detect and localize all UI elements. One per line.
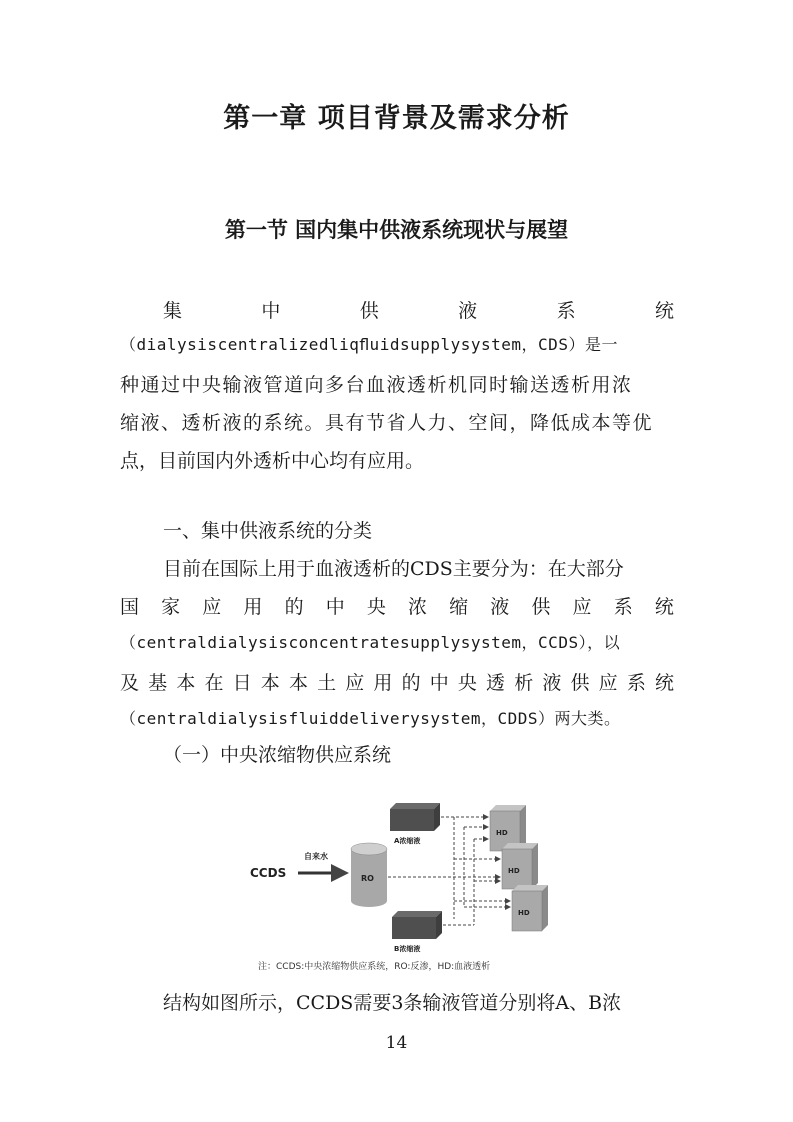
ro-label: RO — [361, 874, 374, 883]
section-title: 第一节 国内集中供液系统现状与展望 — [224, 218, 569, 242]
hd-label-3: HD — [518, 909, 530, 917]
b-concentrate-box — [392, 911, 442, 953]
ro-tank — [351, 843, 387, 907]
figure-caption: 注：CCDS:中央浓缩物供应系统，RO:反渗，HD:血液透析 — [258, 962, 491, 972]
hd-label-1: HD — [496, 829, 508, 837]
para2-line1: 目前在国际上用于血液透析的CDS主要分为：在大部分 — [163, 558, 624, 580]
para1-line2: （dialysiscentralizedliqﬂuidsupplysystem，CDS）是一 — [120, 335, 618, 354]
a-concentrate-label: A浓缩液 — [394, 837, 421, 845]
para2-line3: （centraldialysisconcentratesupplysystem，CCDS），以 — [120, 633, 621, 652]
para1-line3: 种通过中央输液管道向多台血液透析机同时输送透析用浓 — [120, 374, 633, 396]
ccds-diagram-svg — [238, 797, 558, 957]
para2-line2: 国 家 应 用 的 中 央 浓 缩 液 供 应 系 统 — [120, 596, 674, 618]
b-concentrate-label: B浓缩液 — [394, 945, 421, 953]
hd-machine-2 — [502, 843, 538, 889]
ccds-diagram — [238, 797, 558, 957]
subheading-classification: 一、集中供液系统的分类 — [163, 520, 373, 542]
para3-line1: 结构如图所示，CCDS需要3条输液管道分别将A、B浓 — [163, 992, 622, 1014]
chapter-title: 第一章 项目背景及需求分析 — [223, 103, 570, 134]
para1-line5: 点，目前国内外透析中心均有应用。 — [120, 450, 425, 472]
para1-line4: 缩液、透析液的系统。具有节省人力、空间，降低成本等优 — [120, 412, 654, 434]
para1-line1: 集 中 供 液 系 统 — [163, 300, 674, 322]
a-concentrate-box — [390, 803, 440, 845]
para2-line5: （centraldialysisfluiddeliverysystem，CDDS）两大类。 — [120, 709, 621, 728]
hd-machine-3 — [512, 885, 548, 931]
subheading-ccds: （一）中央浓缩物供应系统 — [163, 744, 392, 766]
para2-line4: 及 基 本 在 日 本 本 土 应 用 的 中 央 透 析 液 供 应 系 统 — [120, 672, 674, 694]
ccds-label: CCDS — [250, 866, 287, 880]
page-number: 14 — [385, 1033, 408, 1053]
hd-label-2: HD — [508, 867, 520, 875]
tap-water-label: 自来水 — [304, 852, 328, 861]
